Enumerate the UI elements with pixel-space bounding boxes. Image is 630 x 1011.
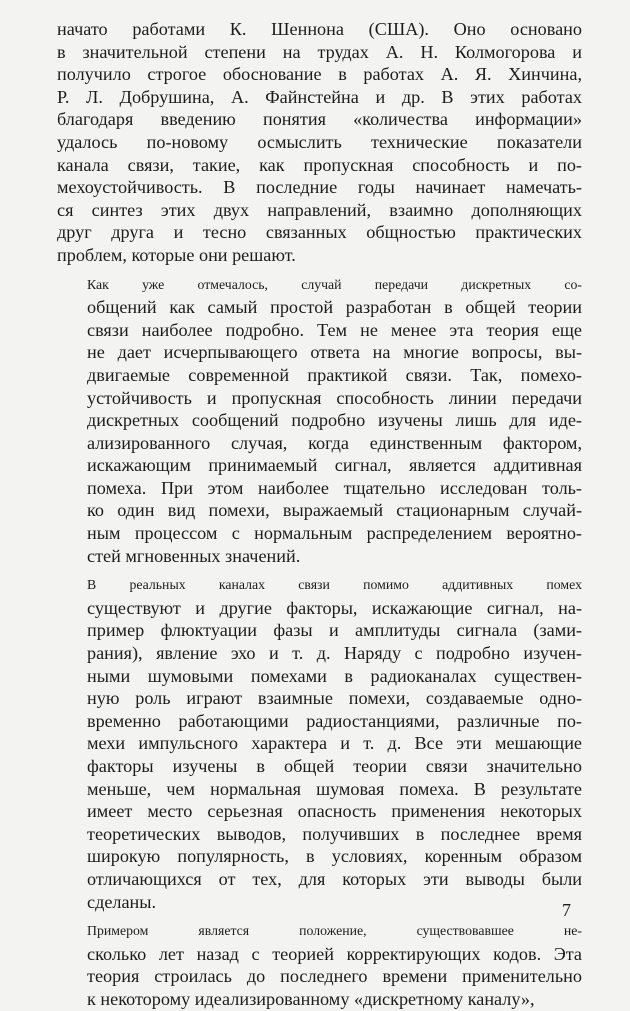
text-line: друг друга и тесно связанных общностью практических <box>57 222 582 243</box>
body-text <box>57 18 582 1011</box>
text-line: канала связи, такие, как пропускная способность и по- <box>57 154 582 175</box>
text-line: начато работами К. Шеннона (США). Оно основано <box>57 19 582 39</box>
text-line: широкую популярность, в условиях, коренным образом <box>87 846 582 867</box>
text-line: Р. Л. Добрушина, А. Файнстейна и др. В этих работах <box>57 86 582 107</box>
text-line: к некоторому идеализированному «дискретному каналу», <box>87 988 535 1009</box>
text-line: получило строгое обоснование в работах А. Я. Хинчина, <box>57 64 582 85</box>
text-line: не дает исчерпывающего ответа на многие вопросы, вы- <box>87 342 582 363</box>
text-line: проблем, которые они решают. <box>57 244 296 265</box>
text-line: отличающихся от тех, для которых эти выводы были <box>87 868 582 889</box>
text-line: пример флюктуации фазы и амплитуды сигнала (зами- <box>87 620 582 641</box>
text-line: помеха. При этом наиболее тщательно исследован толь- <box>87 477 582 498</box>
text-line: ко один вид помехи, выражаемый стационарным случай- <box>87 500 582 521</box>
text-line: связи наиболее подробно. Тем не менее эта теория еще <box>87 319 582 340</box>
text-line: ся синтез этих двух направлений, взаимно дополняющих <box>57 199 582 220</box>
text-line: ным процессом с нормальным распределением вероятно- <box>87 523 582 544</box>
text-line: ными шумовыми помехами в радиоканалах существен- <box>87 665 582 686</box>
text-line: благодаря введению понятия «количества информации» <box>57 109 582 130</box>
text-line: временно работающими радиостанциями, различные по- <box>87 710 582 731</box>
text-line: В реальных каналах связи помимо аддитивных помех <box>87 577 582 593</box>
paragraph <box>57 574 582 913</box>
paragraph <box>57 274 582 568</box>
paragraph <box>57 18 582 267</box>
text-line: устойчивость и пропускная способность линии передачи <box>87 387 582 408</box>
text-line: ализированного случая, когда единственным фактором, <box>87 432 582 453</box>
text-line: сколько лет назад с теорией корректирующих кодов. Эта <box>87 943 582 964</box>
text-line: теория строилась до последнего времени применительно <box>87 966 582 987</box>
text-line: существуют и другие факторы, искажающие сигнал, на- <box>87 597 582 618</box>
text-line: мехоустойчивость. В последние годы начинает намечать- <box>57 177 582 198</box>
text-line: общений как самый простой разработан в общей теории <box>87 297 582 318</box>
text-line: меньше, чем нормальная шумовая помеха. В результате <box>87 778 582 799</box>
page-number: 7 <box>562 900 571 920</box>
text-line: теоретических выводов, получивших в последнее время <box>87 823 582 844</box>
text-line: стей мгновенных значений. <box>87 545 301 566</box>
text-line: мехи импульсного характера и т. д. Все эти мешающие <box>87 733 582 754</box>
text-line: Как уже отмечалось, случай передачи дискретных со- <box>87 276 582 292</box>
text-line: рания), явление эхо и т. д. Наряду с подробно изучен- <box>87 643 582 664</box>
paragraph <box>57 920 582 1010</box>
text-line: удалось по-новому осмыслить технические показатели <box>57 131 582 152</box>
text-line: дискретных сообщений подробно изучены лишь для иде- <box>87 410 582 431</box>
text-line: в значительной степени на трудах А. Н. Колмогорова и <box>57 41 582 62</box>
text-line: двигаемые современной практикой связи. Так, помехо- <box>87 364 582 385</box>
text-line: сделаны. <box>87 891 157 912</box>
text-line: ную роль играют взаимные помехи, создаваемые одно- <box>87 688 582 709</box>
text-line: факторы изучены в общей теории связи значительно <box>87 756 582 776</box>
text-line: искажающим принимаемый сигнал, является аддитивная <box>87 455 582 476</box>
text-line: Примером является положение, существовавшее не- <box>87 923 582 939</box>
text-line: имеет место серьезная опасность применения некоторых <box>87 801 582 822</box>
